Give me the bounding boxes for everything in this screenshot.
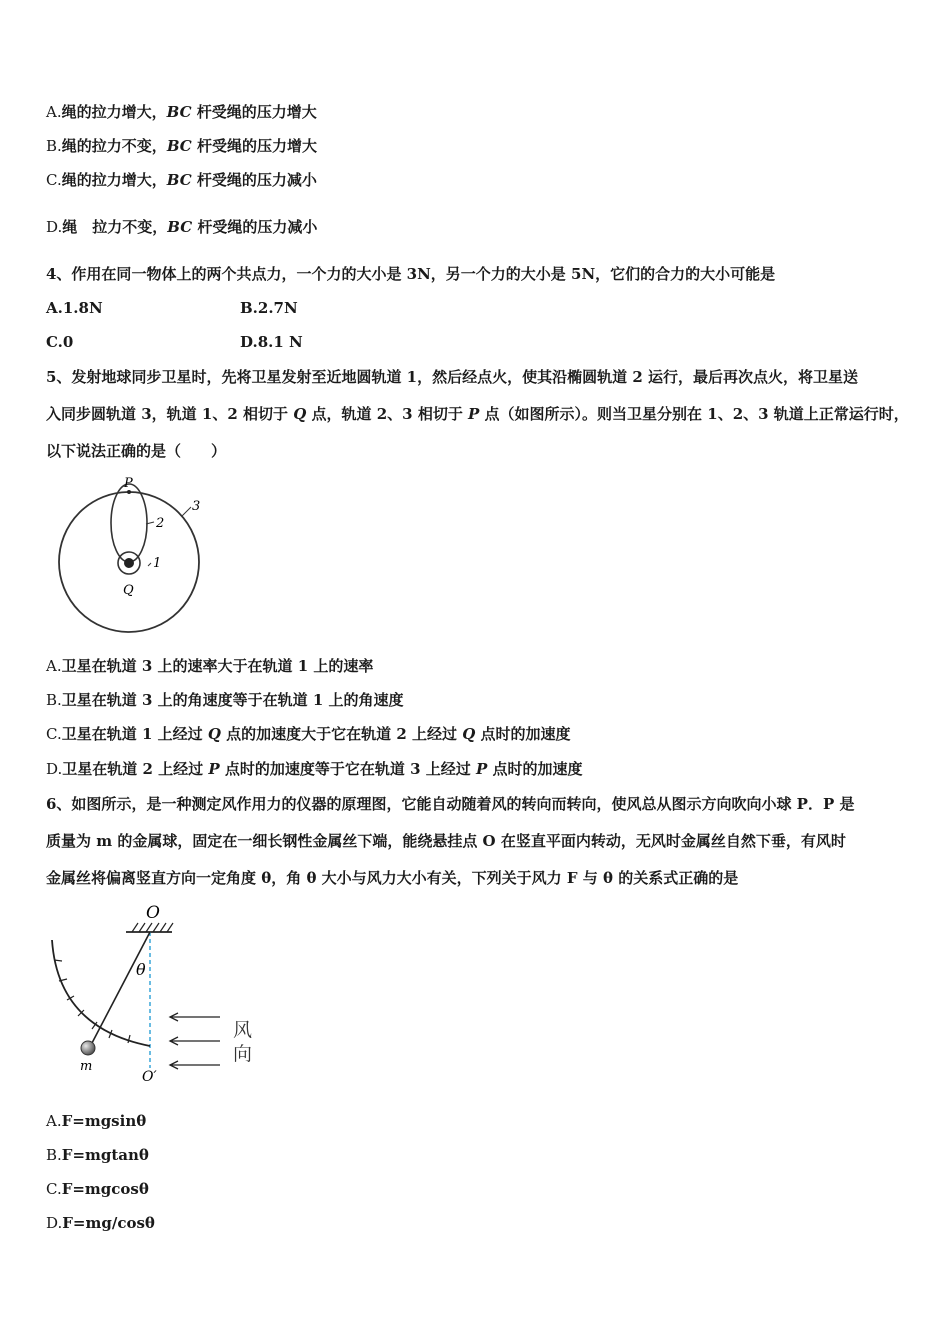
arc-scale	[52, 940, 150, 1046]
ceiling-hatch	[132, 923, 173, 932]
label-orbit-3: 3	[192, 499, 201, 514]
q6-option-b: B.F=mgtanθ	[46, 1146, 149, 1164]
orbit-2-ellipse	[111, 484, 147, 562]
q3-option-a: A.绳的拉力增大，BC 杆受绳的压力增大	[46, 103, 317, 121]
q6-stem-line3: 金属丝将偏离竖直方向一定角度 θ，角 θ 大小与风力大小有关，下列关于风力 F 与 θ 的关系式正确的是	[46, 869, 739, 887]
label-orbit-1: 1	[153, 556, 162, 571]
label-wind-2: 向	[233, 1043, 253, 1065]
q6-option-c: C.F=mgcosθ	[46, 1180, 149, 1198]
orbit-diagram	[50, 470, 210, 640]
label-m: m	[80, 1059, 93, 1074]
q5-stem-line1: 5、发射地球同步卫星时，先将卫星发射至近地圆轨道 1，然后经点火，使其沿椭圆轨道 2 运行，最后再次点火，将卫星送	[46, 368, 858, 386]
earth-dot	[124, 558, 134, 568]
q4-option-d: D.8.1 N	[240, 333, 303, 351]
q5-option-a: A.卫星在轨道 3 上的速率大于在轨道 1 上的速率	[46, 657, 374, 675]
q6-option-d: D.F=mg/cosθ	[46, 1214, 155, 1232]
q5-option-c: C.卫星在轨道 1 上经过 Q 点的加速度大于它在轨道 2 上经过 Q 点时的加速度	[46, 725, 571, 743]
scale-ticks	[54, 960, 130, 1043]
q5-stem-line2: 入同步圆轨道 3，轨道 1、2 相切于 Q 点，轨道 2、3 相切于 P 点（如图所示）。则当卫星分别在 1、2、3 轨道上正常运行时，	[46, 405, 909, 423]
label-q: Q	[123, 583, 134, 598]
q6-stem-line2: 质量为 m 的金属球，固定在一细长钢性金属丝下端，能绕悬挂点 O 在竖直平面内转动，无风时金属丝自然下垂，有风时	[46, 832, 846, 850]
metal-wire	[92, 932, 150, 1043]
label-p: P	[124, 476, 133, 491]
label-wind-1: 风	[233, 1019, 253, 1041]
label-o: O	[146, 903, 160, 923]
q5-stem-line3: 以下说法正确的是（ ）	[46, 442, 227, 460]
q4-option-b: B.2.7N	[240, 299, 298, 317]
q3-option-b: B.绳的拉力不变，BC 杆受绳的压力增大	[46, 137, 317, 155]
q6-stem-line1: 6、如图所示，是一种测定风作用力的仪器的原理图，它能自动随着风的转向而转向，使风总从图示方向吹向小球 P．P 是	[46, 795, 855, 813]
q3-option-d: D.绳 拉力不变，BC 杆受绳的压力减小	[46, 218, 318, 236]
metal-ball	[81, 1041, 95, 1055]
q5-option-b: B.卫星在轨道 3 上的角速度等于在轨道 1 上的角速度	[46, 691, 404, 709]
q3-option-c: C.绳的拉力增大，BC 杆受绳的压力减小	[46, 171, 317, 189]
wind-arrows	[170, 1013, 220, 1069]
label-orbit-2: 2	[156, 516, 165, 531]
q4-stem: 4、作用在同一物体上的两个共点力，一个力的大小是 3N，另一个力的大小是 5N，它们的合力的大小可能是	[46, 265, 776, 283]
q5-option-d: D.卫星在轨道 2 上经过 P 点时的加速度等于它在轨道 3 上经过 P 点时的加速度	[46, 760, 583, 778]
label-o-prime: O′	[142, 1069, 157, 1085]
q4-option-c: C.0	[46, 333, 74, 351]
label-theta: θ	[136, 960, 146, 979]
q6-option-a: A.F=mgsinθ	[46, 1112, 147, 1130]
wind-meter-diagram	[40, 898, 280, 1093]
q4-option-a: A.1.8N	[46, 299, 103, 317]
